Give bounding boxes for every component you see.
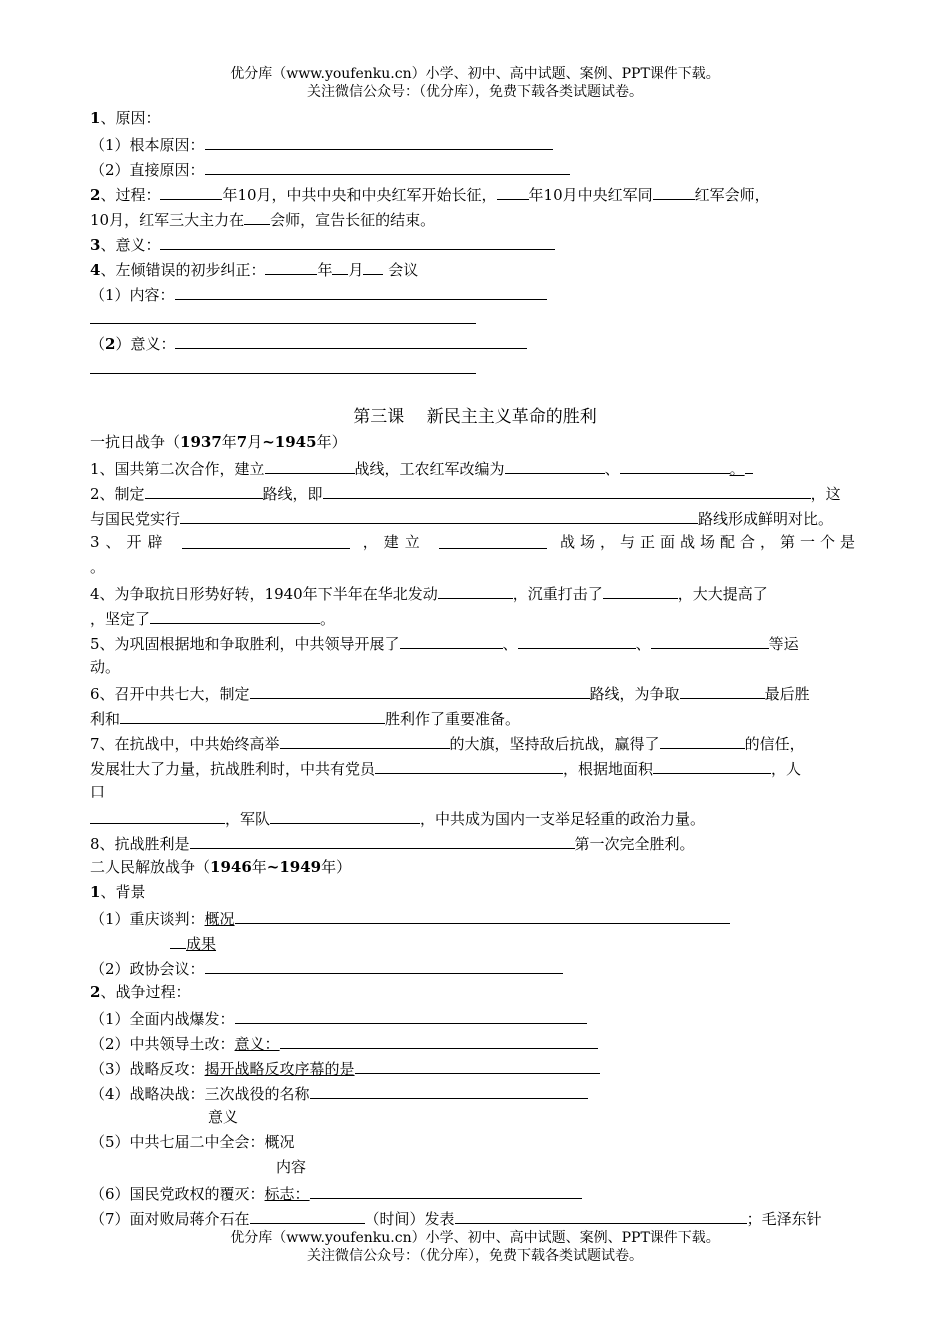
blank[interactable] <box>90 807 225 824</box>
blank[interactable] <box>205 133 553 150</box>
blank[interactable] <box>505 457 605 474</box>
blank[interactable] <box>265 457 355 474</box>
blank[interactable] <box>280 1032 598 1049</box>
blank[interactable] <box>355 1057 600 1074</box>
kmt-fall-line: （6）国民党政权的覆灭：标志： <box>90 1182 582 1204</box>
second-plenum-content: 内容 <box>276 1158 307 1176</box>
blank[interactable] <box>250 1207 365 1224</box>
blank[interactable] <box>439 532 547 549</box>
war1-heading: 一抗日战争（1937年7月~1945年） <box>90 433 347 451</box>
second-plenum-line: （5）中共七届二中全会：概况 <box>90 1133 295 1151</box>
blank[interactable] <box>160 233 555 250</box>
chongqing-line: （1）重庆谈判：概况 <box>90 907 730 929</box>
blank[interactable] <box>175 283 547 300</box>
item-7-cont2: 口 <box>90 783 106 801</box>
blank[interactable] <box>205 158 570 175</box>
blank[interactable] <box>620 457 730 474</box>
blank[interactable] <box>603 582 678 599</box>
blank[interactable] <box>235 907 730 924</box>
civil-war-line: （1）全面内战爆发： <box>90 1007 587 1029</box>
blank[interactable] <box>270 807 420 824</box>
counteroffensive-line: （3）战略反攻：揭开战略反攻序幕的是 <box>90 1057 600 1079</box>
blank[interactable] <box>280 732 450 749</box>
chongqing-result: 成果 <box>170 932 216 954</box>
blank[interactable] <box>455 1207 747 1224</box>
process-heading: 2、战争过程： <box>90 983 191 1001</box>
blank[interactable] <box>265 258 317 275</box>
blank-line[interactable] <box>90 373 476 374</box>
meaning-line: 3、意义： <box>90 233 555 255</box>
blank[interactable] <box>160 183 222 200</box>
blank[interactable] <box>250 682 590 699</box>
blank[interactable] <box>518 632 636 649</box>
content-line: （1）内容： <box>90 283 547 305</box>
item-3-cont: 。 <box>90 558 106 576</box>
blank[interactable] <box>180 507 698 524</box>
meaning2-line: （2）意义： <box>90 332 527 354</box>
item-8: 8、抗战胜利是 第一次完全胜利。 <box>90 832 695 854</box>
item-7-cont3: ，军队 ，中共成为国内一支举足轻重的政治力量。 <box>90 807 705 829</box>
item-6: 6、召开中共七大，制定 路线，为争取 最后胜 <box>90 682 810 704</box>
process-line: 2、过程： 年10月，中共中央和中央红军开始长征， 年10月中央红军同 红军会师， <box>90 183 770 205</box>
item-7: 7、在抗战中，中共始终高举 的大旗，坚持敌后抗战，赢得了 的信任， <box>90 732 805 754</box>
item-4: 4、为争取抗日形势好转，1940年下半年在华北发动 ，沉重打击了 ，大大提高了 <box>90 582 768 604</box>
war2-heading: 二人民解放战争（1946年~1949年） <box>90 858 352 876</box>
decisive-meaning: 意义 <box>208 1108 239 1126</box>
blank[interactable] <box>244 208 270 225</box>
blank[interactable] <box>438 582 513 599</box>
item-3: 3、开辟 ，建立 战场，与正面战场配合，第一个是 <box>90 533 860 551</box>
blank[interactable] <box>400 632 503 649</box>
chiang-line: （7）面对败局蒋介石在 （时间）发表 ；毛泽东针 <box>90 1207 822 1229</box>
header-line-2: 关注微信公众号：（优分库），免费下载各类试题试卷。 <box>307 84 643 100</box>
blank[interactable] <box>660 732 745 749</box>
root-cause-line: （1）根本原因： <box>90 133 553 155</box>
blank[interactable] <box>363 258 383 275</box>
blank[interactable] <box>170 932 186 949</box>
decisive-battles-line: （4）战略决战：三次战役的名称 <box>90 1082 588 1104</box>
blank[interactable] <box>310 1082 588 1099</box>
blank[interactable] <box>497 183 529 200</box>
item-4-cont: ，坚定了 。 <box>90 607 335 629</box>
header-line-1: 优分库（www.youfenku.cn）小学、初中、高中试题、案例、PPT课件下载。 <box>230 66 720 82</box>
blank[interactable] <box>310 1182 582 1199</box>
blank[interactable] <box>205 957 563 974</box>
blank[interactable] <box>150 607 320 624</box>
land-reform-line: （2）中共领导土改：意义： <box>90 1032 598 1054</box>
blank[interactable] <box>323 482 811 499</box>
blank[interactable] <box>653 183 695 200</box>
blank[interactable] <box>651 632 769 649</box>
direct-cause-line: （2）直接原因： <box>90 158 570 180</box>
item-6-cont: 利和 胜利作了重要准备。 <box>90 707 520 729</box>
process-line-2: 10月，红军三大主力在 会师，宣告长征的结束。 <box>90 208 435 230</box>
blank[interactable] <box>680 682 765 699</box>
blank[interactable] <box>182 532 350 549</box>
item-1: 1、国共第二次合作，建立 战线，工农红军改编为 、 。 <box>90 457 753 479</box>
pcc-line: （2）政协会议： <box>90 957 563 979</box>
blank[interactable] <box>120 707 385 724</box>
item-5: 5、为巩固根据地和争取胜利，中共领导开展了 、 、 等运 <box>90 632 799 654</box>
blank[interactable] <box>175 332 527 349</box>
blank[interactable] <box>332 258 348 275</box>
item-5-cont: 动。 <box>90 658 121 676</box>
blank[interactable] <box>653 757 771 774</box>
correction-line: 4、左倾错误的初步纠正： 年 月 会议 <box>90 258 418 280</box>
item-2-cont: 与国民党实行 路线形成鲜明对比。 <box>90 507 833 529</box>
blank[interactable] <box>145 482 263 499</box>
background-heading: 1、背景 <box>90 883 146 901</box>
lesson-title: 第三课 新民主主义革命的胜利 <box>353 407 597 427</box>
footer-line-1: 优分库（www.youfenku.cn）小学、初中、高中试题、案例、PPT课件下载。 <box>230 1230 720 1246</box>
blank[interactable] <box>745 457 753 474</box>
footer-line-2: 关注微信公众号：（优分库），免费下载各类试题试卷。 <box>307 1248 643 1264</box>
blank[interactable] <box>375 757 563 774</box>
item-7-cont: 发展壮大了力量，抗战胜利时，中共有党员 ，根据地面积 ，人 <box>90 757 801 779</box>
item-2: 2、制定 路线，即 ，这 <box>90 482 841 504</box>
blank-line[interactable] <box>90 323 476 324</box>
blank[interactable] <box>235 1007 587 1024</box>
causes-heading: 1、原因： <box>90 109 161 127</box>
blank[interactable] <box>190 832 575 849</box>
